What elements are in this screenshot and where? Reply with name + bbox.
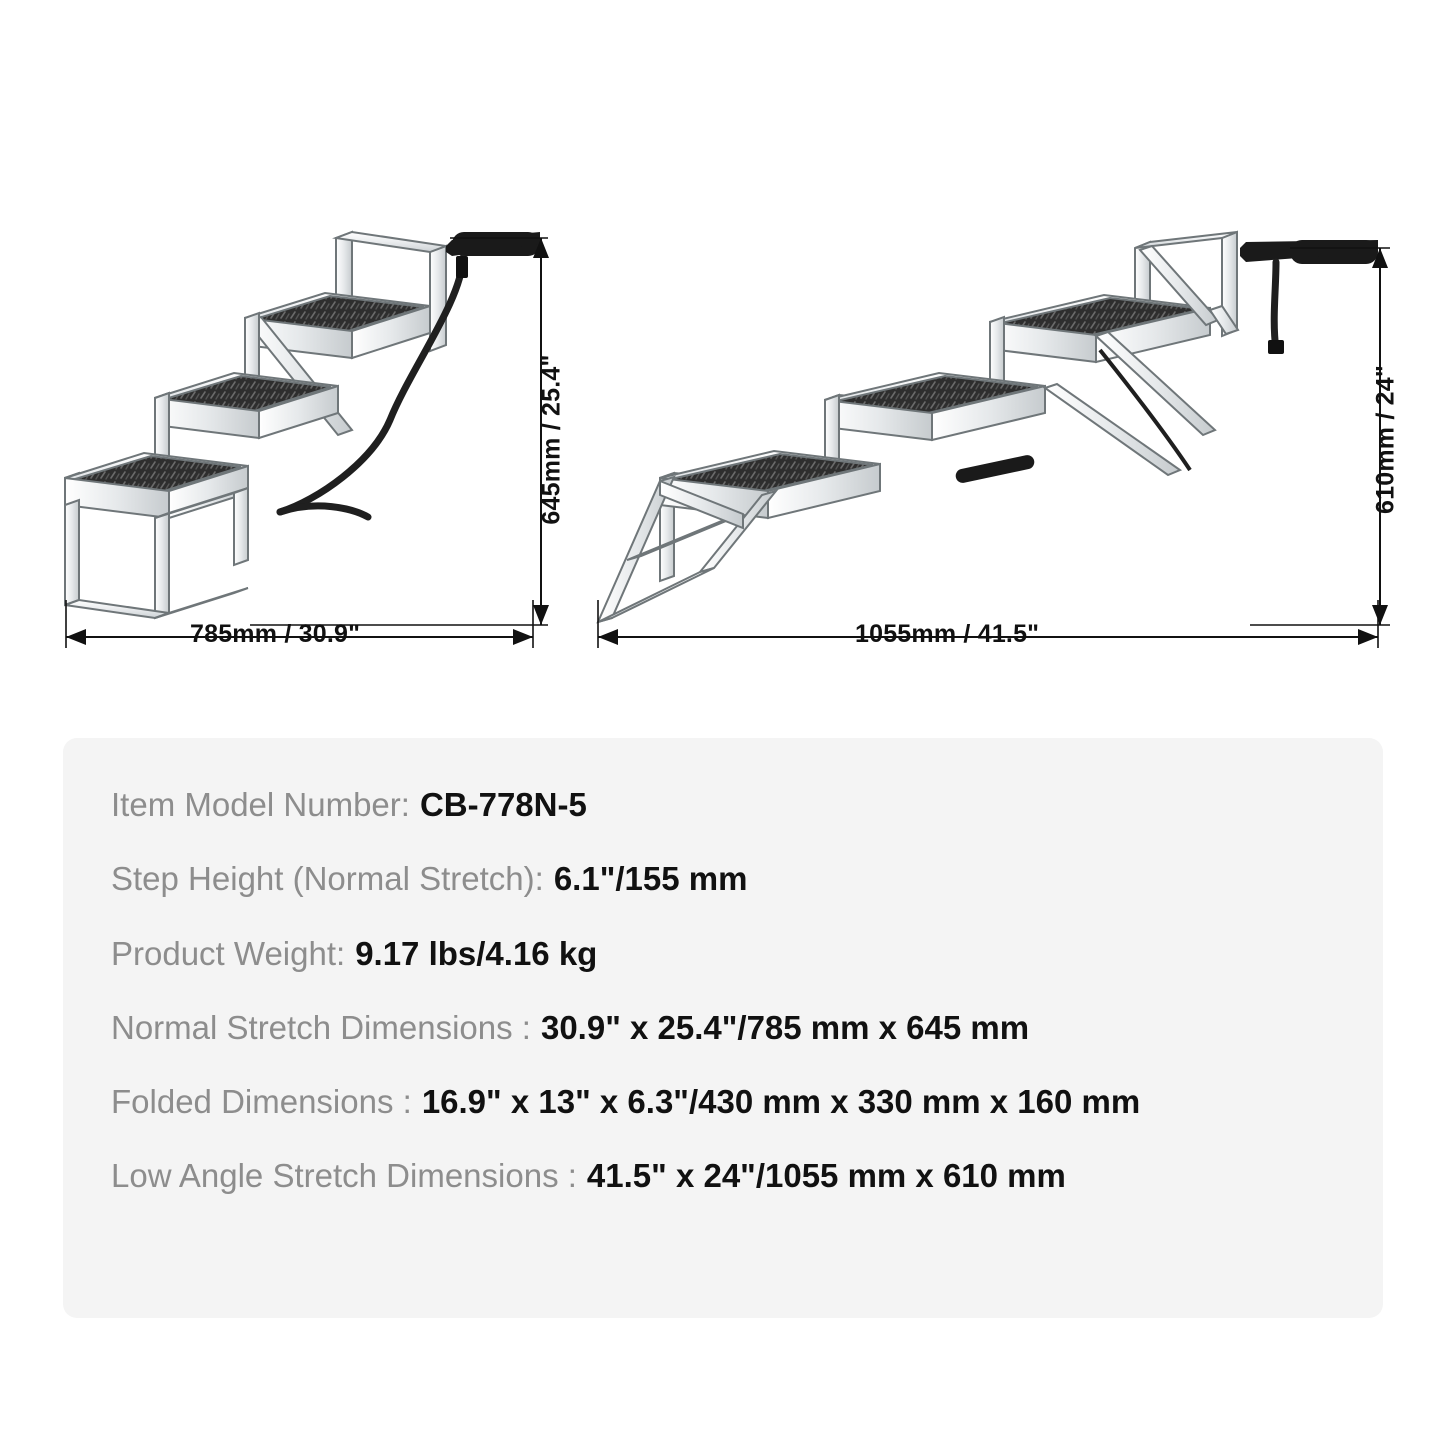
spec-row-low-angle xyxy=(111,1155,1335,1196)
carry-strap-right xyxy=(1274,262,1276,350)
left-product-illustration xyxy=(65,232,548,648)
right-product-illustration xyxy=(598,232,1390,648)
spec-value-normal-stretch: 30.9" x 25.4"/785 mm x 645 mm xyxy=(540,1008,1030,1046)
spec-row-model xyxy=(111,784,1335,825)
spec-row-normal-stretch xyxy=(111,1007,1335,1048)
spec-value-low-angle: 41.5" x 24"/1055 mm x 610 mm xyxy=(586,1157,1066,1195)
right-height-dimension-label: 610mm / 24" xyxy=(1371,365,1400,514)
spec-row-folded xyxy=(111,1081,1335,1122)
product-diagram xyxy=(0,0,1445,700)
spec-value-model: CB-778N-5 xyxy=(419,786,587,823)
spec-row-weight xyxy=(111,933,1335,974)
spec-value-folded: 16.9" x 13" x 6.3"/430 mm x 330 mm x 160 mm xyxy=(421,1083,1141,1120)
left-height-dimension-label: 645mm / 25.4" xyxy=(537,354,566,525)
spec-label-weight: Product Weight: xyxy=(111,934,346,972)
spec-label-step-height: Step Height (Normal Stretch): xyxy=(111,860,544,898)
lower-grip-right xyxy=(954,454,1035,484)
diagram-svg xyxy=(0,0,1445,700)
spec-value-step-height: 6.1"/155 mm xyxy=(553,860,748,898)
specification-panel xyxy=(63,738,1383,1318)
spec-row-step-height xyxy=(111,858,1335,899)
spec-value-weight: 9.17 lbs/4.16 kg xyxy=(355,934,598,972)
right-width-dimension-label: 1055mm / 41.5" xyxy=(855,620,1040,648)
spec-label-low-angle: Low Angle Stretch Dimensions : xyxy=(111,1157,577,1195)
spec-label-normal-stretch: Normal Stretch Dimensions : xyxy=(111,1008,531,1046)
left-width-dimension-label: 785mm / 30.9" xyxy=(190,620,361,648)
spec-label-folded: Folded Dimensions : xyxy=(111,1083,412,1120)
spec-label-model: Item Model Number: xyxy=(111,786,410,823)
